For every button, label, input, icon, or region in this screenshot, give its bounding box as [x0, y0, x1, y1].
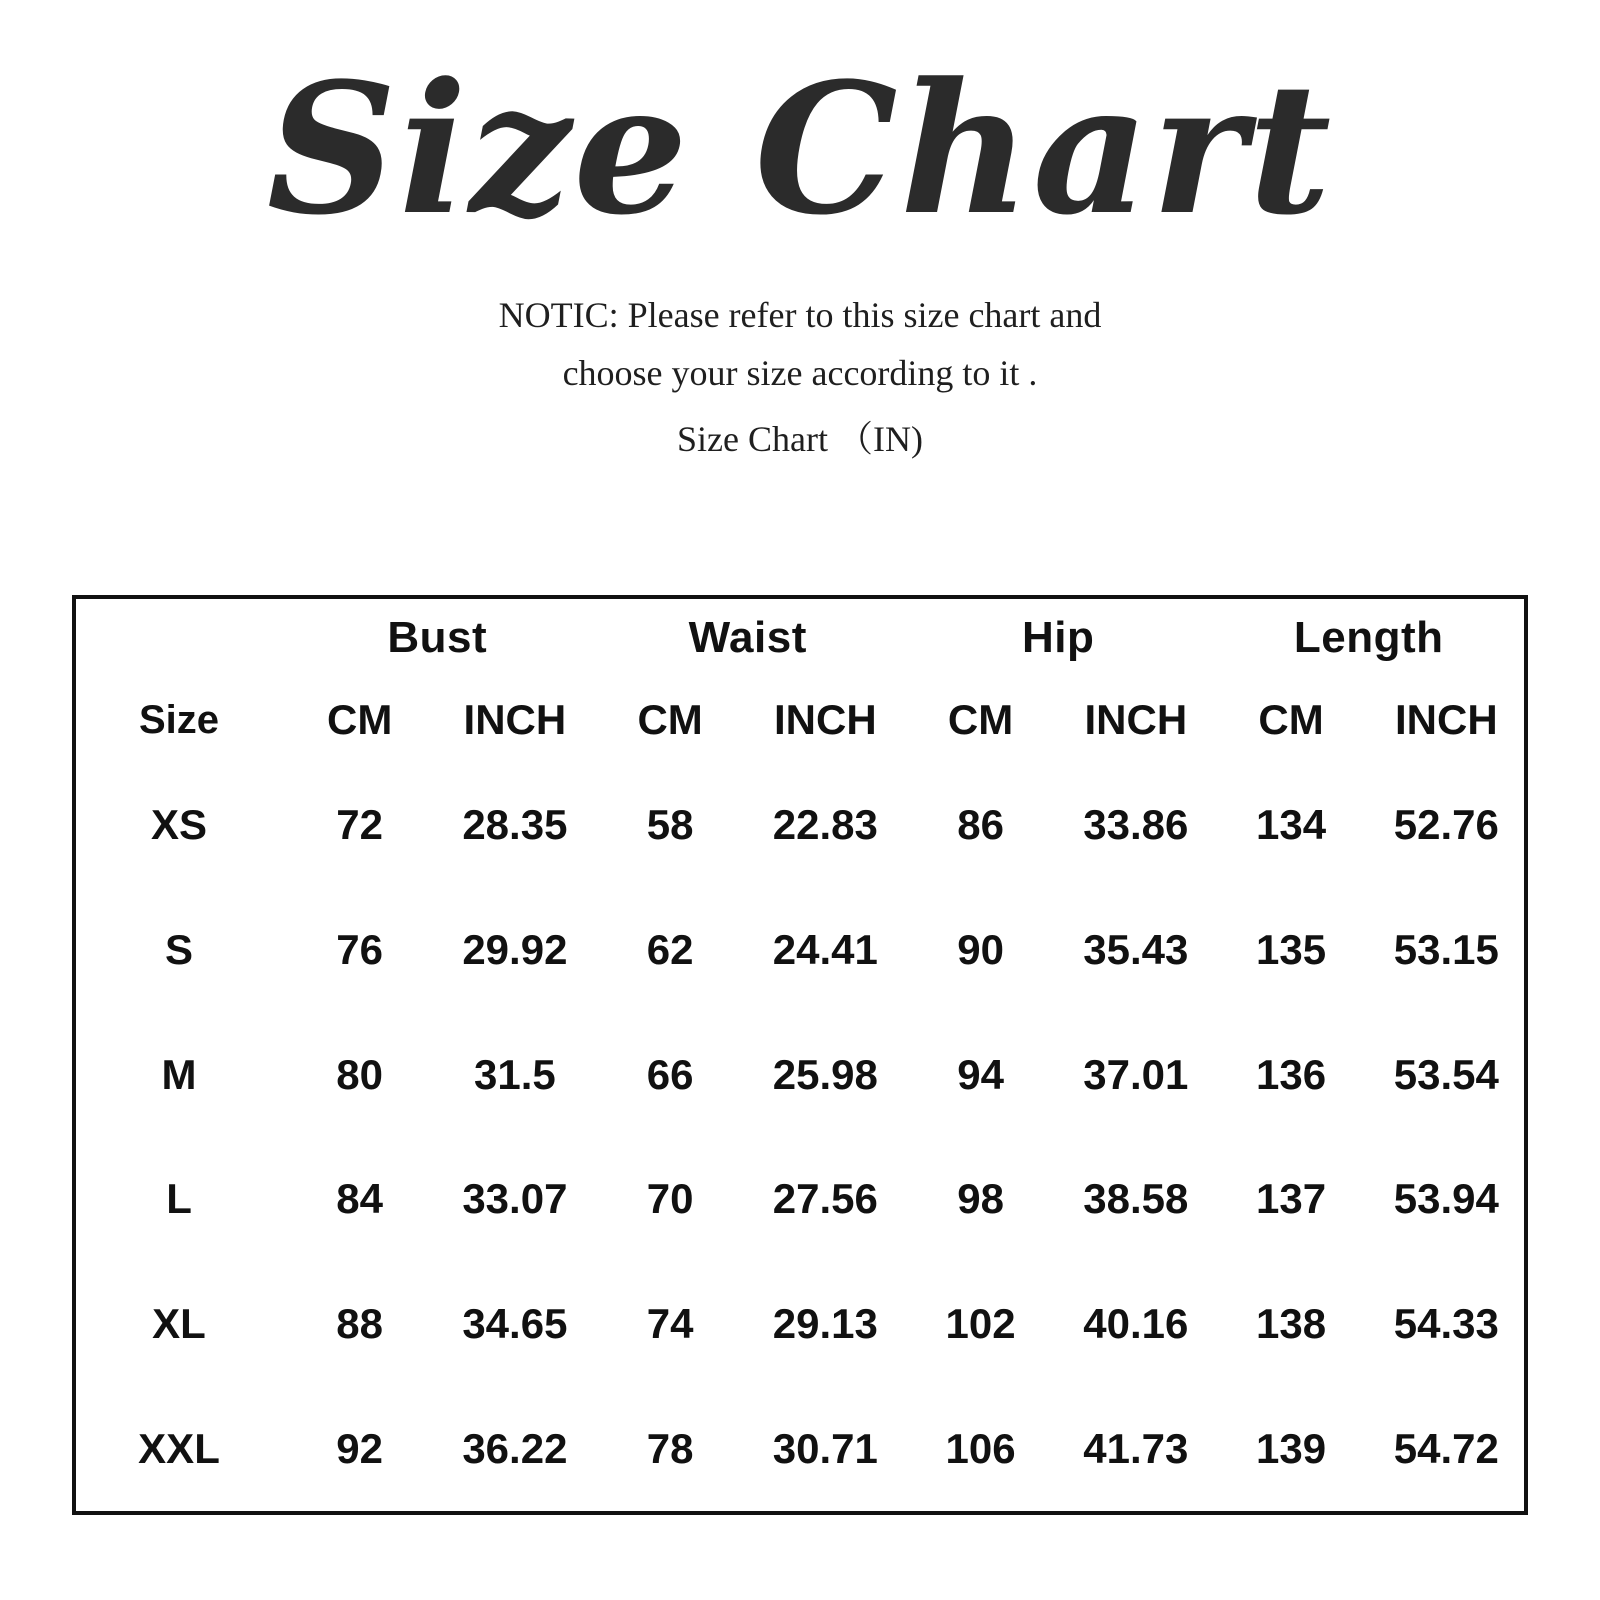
column-header-bust-cm: CM [326, 696, 393, 743]
size-table-container [72, 595, 1528, 1515]
cell-length-cm: 135 [1256, 925, 1327, 973]
table-body [76, 763, 1524, 1511]
cell-waist-cm: 58 [646, 801, 694, 849]
cell-waist-cm: 74 [646, 1299, 694, 1347]
table-head [76, 599, 1524, 763]
cell-size: XXL [138, 1424, 220, 1472]
cell-waist-inch: 27.56 [772, 1175, 878, 1223]
cell-bust-cm: 76 [336, 925, 383, 973]
cell-waist-cm: 66 [646, 1050, 694, 1098]
cell-waist-inch: 29.13 [772, 1299, 878, 1347]
cell-bust-inch: 29.92 [462, 925, 568, 973]
cell-hip-inch: 37.01 [1083, 1050, 1189, 1098]
table-row [76, 1386, 1524, 1511]
group-header-row [76, 599, 1524, 677]
column-header-bust-inch: INCH [463, 696, 567, 743]
cell-waist-inch: 22.83 [772, 801, 878, 849]
cell-hip-cm: 102 [945, 1299, 1016, 1347]
cell-waist-inch: 30.71 [772, 1424, 878, 1472]
group-header-blank [76, 599, 282, 677]
group-header-hip: Hip [1022, 613, 1095, 662]
group-header-length: Length [1293, 613, 1444, 662]
cell-length-cm: 134 [1256, 801, 1327, 849]
page-title: Size Chart [266, 44, 1334, 255]
notice-line-1: NOTIC: Please refer to this size chart and [498, 295, 1102, 335]
table-row [76, 763, 1524, 888]
cell-hip-cm: 90 [957, 925, 1004, 973]
cell-length-inch: 53.54 [1393, 1050, 1499, 1098]
notice-line-2: choose your size according to it . [562, 352, 1038, 393]
table-row [76, 1137, 1524, 1262]
cell-length-inch: 52.76 [1393, 801, 1499, 849]
cell-hip-cm: 94 [957, 1050, 1004, 1098]
column-header-length-inch: INCH [1395, 696, 1498, 743]
column-header-waist-cm: CM [637, 696, 703, 743]
cell-hip-cm: 98 [957, 1175, 1004, 1223]
cell-hip-inch: 35.43 [1083, 925, 1189, 973]
column-header-hip-inch: INCH [1084, 696, 1188, 743]
column-header-hip-cm: CM [947, 696, 1014, 743]
cell-waist-inch: 25.98 [772, 1050, 878, 1098]
cell-length-cm: 138 [1256, 1299, 1327, 1347]
group-header-bust: Bust [387, 613, 488, 662]
notice-line-3: Size Chart （IN) [677, 418, 923, 459]
cell-length-cm: 136 [1256, 1050, 1327, 1098]
column-header-waist-inch: INCH [774, 696, 877, 743]
cell-bust-inch: 28.35 [462, 801, 568, 849]
cell-length-cm: 139 [1256, 1424, 1327, 1472]
cell-waist-cm: 78 [646, 1424, 694, 1472]
cell-bust-inch: 36.22 [462, 1424, 568, 1472]
cell-size: S [165, 925, 194, 973]
cell-waist-inch: 24.41 [772, 925, 878, 973]
cell-length-inch: 54.72 [1393, 1424, 1499, 1472]
cell-bust-cm: 80 [336, 1050, 383, 1098]
cell-bust-cm: 72 [336, 801, 383, 849]
cell-hip-inch: 40.16 [1083, 1299, 1189, 1347]
cell-hip-cm: 86 [957, 801, 1004, 849]
cell-length-inch: 53.94 [1393, 1175, 1499, 1223]
column-header-length-cm: CM [1258, 696, 1324, 743]
cell-hip-inch: 33.86 [1083, 801, 1189, 849]
cell-length-inch: 54.33 [1393, 1299, 1499, 1347]
cell-waist-cm: 70 [646, 1175, 694, 1223]
cell-size: XS [151, 801, 208, 849]
cell-waist-cm: 62 [646, 925, 694, 973]
cell-bust-cm: 84 [336, 1175, 383, 1223]
cell-bust-inch: 31.5 [474, 1050, 556, 1098]
table-row [76, 1012, 1524, 1137]
table-row [76, 888, 1524, 1013]
size-table [76, 599, 1524, 1511]
column-header-size: Size [138, 697, 220, 742]
cell-size: L [166, 1175, 192, 1223]
cell-size: XL [152, 1299, 206, 1347]
unit-header-row [76, 677, 1524, 763]
cell-length-inch: 53.15 [1393, 925, 1499, 973]
notice-block [0, 288, 1600, 467]
cell-length-cm: 137 [1256, 1175, 1327, 1223]
cell-bust-inch: 34.65 [462, 1299, 568, 1347]
cell-bust-cm: 92 [336, 1424, 383, 1472]
group-header-waist: Waist [688, 613, 807, 662]
cell-hip-cm: 106 [945, 1424, 1016, 1472]
cell-bust-inch: 33.07 [462, 1175, 568, 1223]
cell-hip-inch: 41.73 [1083, 1424, 1189, 1472]
cell-bust-cm: 88 [336, 1299, 383, 1347]
table-row [76, 1262, 1524, 1387]
cell-hip-inch: 38.58 [1083, 1175, 1189, 1223]
cell-size: M [161, 1050, 197, 1098]
